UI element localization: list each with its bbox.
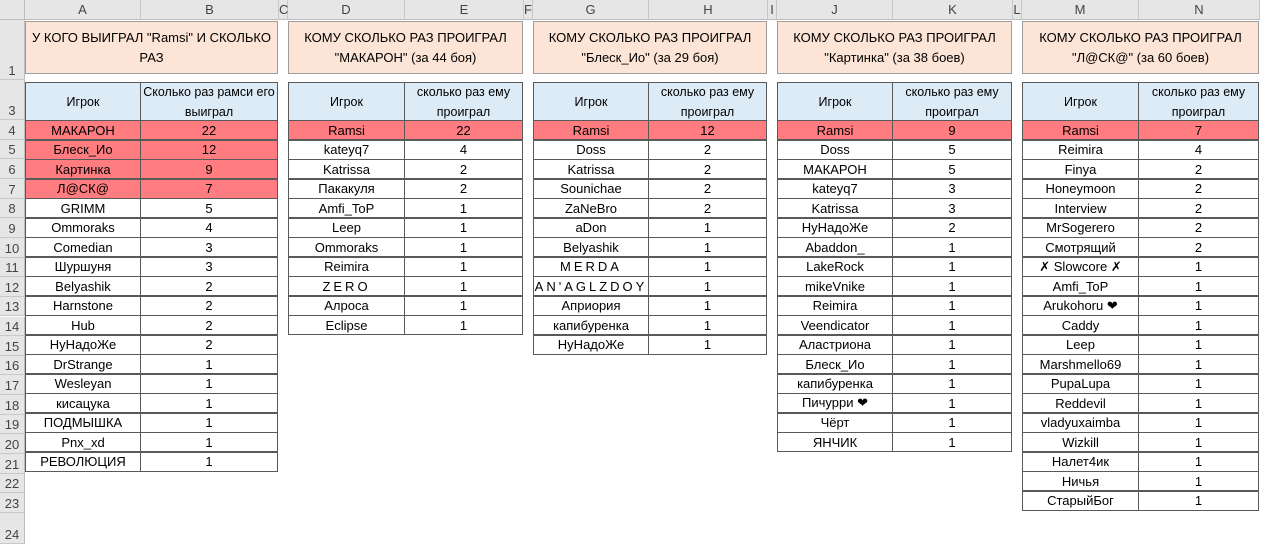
count-cell[interactable]: 2	[648, 140, 767, 160]
count-cell[interactable]: 1	[404, 218, 523, 238]
player-cell[interactable]: СтарыйБог	[1022, 491, 1139, 511]
row-header-15[interactable]: 15	[0, 336, 25, 356]
player-cell[interactable]: Пакакуля	[288, 179, 405, 199]
player-cell[interactable]: Marshmello69	[1022, 354, 1139, 374]
table-row	[533, 199, 766, 219]
column-header-g[interactable]: G	[533, 0, 649, 20]
count-cell[interactable]: 1	[892, 237, 1012, 257]
player-cell[interactable]: ПОДМЫШКА	[25, 413, 141, 433]
count-cell[interactable]: 2	[1138, 218, 1259, 238]
count-cell[interactable]: 1	[892, 354, 1012, 374]
table-header-row	[777, 82, 1011, 122]
count-cell[interactable]: 5	[892, 159, 1012, 179]
table-row	[777, 160, 1011, 180]
player-cell[interactable]: Veendicator	[777, 315, 893, 335]
count-cell[interactable]: 3	[140, 237, 278, 257]
header-player[interactable]: Игрок	[288, 82, 405, 122]
player-cell[interactable]: Wesleyan	[25, 374, 141, 394]
count-cell[interactable]: 12	[648, 120, 767, 140]
player-cell[interactable]: LakeRock	[777, 257, 893, 277]
table-header-row	[288, 82, 522, 122]
table-row	[1022, 141, 1258, 161]
row-header-6[interactable]: 6	[0, 159, 25, 179]
table-row	[288, 199, 522, 219]
player-cell[interactable]: Ramsi	[777, 120, 893, 140]
count-cell[interactable]: 1	[892, 335, 1012, 355]
player-cell[interactable]: ZERO	[288, 276, 405, 296]
count-cell[interactable]: 2	[404, 159, 523, 179]
row-header-14[interactable]: 14	[0, 317, 25, 337]
column-header-j[interactable]: J	[777, 0, 893, 20]
player-cell[interactable]: Comedian	[25, 237, 141, 257]
player-cell[interactable]: Ramsi	[288, 120, 405, 140]
column-header-m[interactable]: M	[1022, 0, 1139, 20]
table-row	[1022, 375, 1258, 395]
column-header-f[interactable]: F	[524, 0, 533, 20]
player-cell[interactable]: aDon	[533, 218, 649, 238]
table-row	[1022, 433, 1258, 453]
count-cell[interactable]: 1	[1138, 413, 1259, 433]
table-row	[533, 219, 766, 239]
player-cell[interactable]: Honeymoon	[1022, 179, 1139, 199]
header-player[interactable]: Игрок	[1022, 82, 1139, 122]
count-cell[interactable]: 3	[892, 198, 1012, 218]
column-header-n[interactable]: N	[1139, 0, 1260, 20]
player-cell[interactable]: Ничья	[1022, 471, 1139, 491]
player-cell[interactable]: Л@СК@	[25, 179, 141, 199]
count-cell[interactable]: 22	[404, 120, 523, 140]
count-cell[interactable]: 2	[140, 276, 278, 296]
player-cell[interactable]: kateyq7	[288, 140, 405, 160]
table-body	[25, 121, 277, 472]
count-cell[interactable]: 5	[892, 140, 1012, 160]
player-cell[interactable]: Interview	[1022, 198, 1139, 218]
count-cell[interactable]: 1	[1138, 335, 1259, 355]
table-row	[533, 336, 766, 356]
row-header-1[interactable]: 1	[0, 20, 25, 80]
table-row	[1022, 160, 1258, 180]
row-header-10[interactable]: 10	[0, 238, 25, 258]
count-cell[interactable]: 1	[1138, 452, 1259, 472]
player-cell[interactable]: Reimira	[777, 296, 893, 316]
row-header-17[interactable]: 17	[0, 375, 25, 395]
player-cell[interactable]: Sounichae	[533, 179, 649, 199]
count-cell[interactable]: 1	[892, 257, 1012, 277]
player-cell[interactable]: Katrissa	[533, 159, 649, 179]
table-row	[25, 316, 277, 336]
player-cell[interactable]: Чёрт	[777, 413, 893, 433]
table-row	[25, 433, 277, 453]
player-cell[interactable]: Belyashik	[25, 276, 141, 296]
count-cell[interactable]: 1	[892, 393, 1012, 413]
table-row	[1022, 394, 1258, 414]
count-cell[interactable]: 1	[892, 432, 1012, 452]
table-row	[25, 199, 277, 219]
count-cell[interactable]: 1	[1138, 354, 1259, 374]
table-row	[777, 219, 1011, 239]
count-cell[interactable]: 1	[140, 393, 278, 413]
player-cell[interactable]: Налет4ик	[1022, 452, 1139, 472]
row-header-23[interactable]: 23	[0, 493, 25, 513]
count-cell[interactable]: 1	[1138, 432, 1259, 452]
table-title[interactable]: КОМУ СКОЛЬКО РАЗ ПРОИГРАЛ "МАКАРОН" (за 44 боя)	[288, 21, 523, 74]
table-row	[288, 160, 522, 180]
player-cell[interactable]: Katrissa	[288, 159, 405, 179]
table-row	[25, 336, 277, 356]
row-header-19[interactable]: 19	[0, 415, 25, 435]
table-row	[288, 180, 522, 200]
table-row	[777, 141, 1011, 161]
table-row	[1022, 277, 1258, 297]
count-cell[interactable]: 1	[1138, 491, 1259, 511]
table-row	[777, 355, 1011, 375]
player-cell[interactable]: Finya	[1022, 159, 1139, 179]
table-title[interactable]: КОМУ СКОЛЬКО РАЗ ПРОИГРАЛ "Блеск_Ио" (за 29 боя)	[533, 21, 767, 74]
header-count[interactable]: Сколько раз рамси его выиграл	[140, 82, 278, 122]
table-row	[1022, 121, 1258, 141]
row-header-24[interactable]: 24	[0, 513, 25, 544]
header-count[interactable]: сколько раз ему проиграл	[648, 82, 767, 122]
player-cell[interactable]: Аластриона	[777, 335, 893, 355]
table-row	[25, 375, 277, 395]
table-body	[288, 121, 522, 336]
player-cell[interactable]: Шуршуня	[25, 257, 141, 277]
row-header-9[interactable]: 9	[0, 218, 25, 238]
header-player[interactable]: Игрок	[777, 82, 893, 122]
count-cell[interactable]: 12	[140, 140, 278, 160]
table-row	[1022, 238, 1258, 258]
column-header-k[interactable]: K	[893, 0, 1013, 20]
count-cell[interactable]: 7	[1138, 120, 1259, 140]
count-cell[interactable]: 1	[892, 296, 1012, 316]
count-cell[interactable]: 2	[140, 315, 278, 335]
table-row	[25, 355, 277, 375]
player-cell[interactable]: Reimira	[288, 257, 405, 277]
table-row	[1022, 355, 1258, 375]
player-cell[interactable]: Arukohoru ❤	[1022, 296, 1139, 316]
row-header-21[interactable]: 21	[0, 454, 25, 474]
player-cell[interactable]: Katrissa	[777, 198, 893, 218]
count-cell[interactable]: 1	[648, 237, 767, 257]
count-cell[interactable]: 1	[648, 296, 767, 316]
table-row	[777, 375, 1011, 395]
player-cell[interactable]: Алроса	[288, 296, 405, 316]
table-row	[777, 336, 1011, 356]
player-cell[interactable]: Wizkill	[1022, 432, 1139, 452]
player-cell[interactable]: AN'AGLZDOY	[533, 276, 649, 296]
count-cell[interactable]: 1	[404, 296, 523, 316]
player-cell[interactable]: МАКАРОН	[25, 120, 141, 140]
player-cell[interactable]: MERDA	[533, 257, 649, 277]
player-cell[interactable]: Doss	[777, 140, 893, 160]
count-cell[interactable]: 1	[1138, 276, 1259, 296]
table-row	[25, 160, 277, 180]
table-row	[533, 297, 766, 317]
player-cell[interactable]: MrSogerero	[1022, 218, 1139, 238]
table-row	[25, 414, 277, 434]
count-cell[interactable]: 2	[1138, 179, 1259, 199]
count-cell[interactable]: 9	[892, 120, 1012, 140]
table-row	[777, 394, 1011, 414]
count-cell[interactable]: 1	[1138, 296, 1259, 316]
table-row	[1022, 180, 1258, 200]
table-row	[288, 141, 522, 161]
player-cell[interactable]: Amfi_ToP	[288, 198, 405, 218]
player-cell[interactable]: Doss	[533, 140, 649, 160]
count-cell[interactable]: 2	[140, 296, 278, 316]
count-cell[interactable]: 1	[892, 276, 1012, 296]
table-row	[288, 238, 522, 258]
player-cell[interactable]: НуНадоЖе	[777, 218, 893, 238]
table-row	[1022, 336, 1258, 356]
count-cell[interactable]: 1	[648, 257, 767, 277]
table-row	[25, 277, 277, 297]
table-title[interactable]: У КОГО ВЫИГРАЛ "Ramsi" И СКОЛЬКО РАЗ	[25, 21, 278, 74]
row-header-16[interactable]: 16	[0, 356, 25, 376]
table-row	[25, 141, 277, 161]
column-header-a[interactable]: A	[25, 0, 141, 20]
table-row	[533, 160, 766, 180]
player-cell[interactable]: НуНадоЖе	[533, 335, 649, 355]
table-row	[533, 316, 766, 336]
player-cell[interactable]: Belyashik	[533, 237, 649, 257]
column-header-h[interactable]: H	[649, 0, 768, 20]
table-row	[25, 297, 277, 317]
table-row	[533, 258, 766, 278]
column-header-b[interactable]: B	[141, 0, 279, 20]
count-cell[interactable]: 2	[1138, 198, 1259, 218]
player-cell[interactable]: ZaNeBro	[533, 198, 649, 218]
player-cell[interactable]: GRIMM	[25, 198, 141, 218]
count-cell[interactable]: 1	[1138, 393, 1259, 413]
column-header-i[interactable]: I	[768, 0, 777, 20]
player-cell[interactable]: Leep	[288, 218, 405, 238]
column-header-l[interactable]: L	[1013, 0, 1022, 20]
table-header-row	[533, 82, 766, 122]
count-cell[interactable]: 2	[140, 335, 278, 355]
player-cell[interactable]: Ramsi	[1022, 120, 1139, 140]
player-cell[interactable]: ЯНЧИК	[777, 432, 893, 452]
player-cell[interactable]: Априория	[533, 296, 649, 316]
table-row	[777, 316, 1011, 336]
count-cell[interactable]: 1	[648, 335, 767, 355]
count-cell[interactable]: 1	[140, 432, 278, 452]
player-cell[interactable]: МАКАРОН	[777, 159, 893, 179]
player-cell[interactable]: Пичурри ❤	[777, 393, 893, 413]
player-cell[interactable]: НуНадоЖе	[25, 335, 141, 355]
player-cell[interactable]: Блеск_Ио	[25, 140, 141, 160]
player-cell[interactable]: Ramsi	[533, 120, 649, 140]
header-count[interactable]: сколько раз ему проиграл	[892, 82, 1012, 122]
table-row	[1022, 453, 1258, 473]
count-cell[interactable]: 2	[1138, 237, 1259, 257]
count-cell[interactable]: 1	[404, 276, 523, 296]
table-row	[1022, 258, 1258, 278]
player-cell[interactable]: Reddevil	[1022, 393, 1139, 413]
table-row	[533, 277, 766, 297]
table-row	[777, 121, 1011, 141]
count-cell[interactable]: 1	[892, 413, 1012, 433]
count-cell[interactable]: 9	[140, 159, 278, 179]
count-cell[interactable]: 2	[404, 179, 523, 199]
player-cell[interactable]: РЕВОЛЮЦИЯ	[25, 452, 141, 472]
player-cell[interactable]: Reimira	[1022, 140, 1139, 160]
count-cell[interactable]: 4	[404, 140, 523, 160]
count-cell[interactable]: 22	[140, 120, 278, 140]
table-row	[777, 180, 1011, 200]
player-cell[interactable]: Hub	[25, 315, 141, 335]
count-cell[interactable]: 1	[1138, 374, 1259, 394]
header-player[interactable]: Игрок	[533, 82, 649, 122]
table-row	[1022, 472, 1258, 492]
table-row	[288, 258, 522, 278]
table-row	[1022, 492, 1258, 512]
player-cell[interactable]: Ommoraks	[288, 237, 405, 257]
table-body	[533, 121, 766, 355]
player-cell[interactable]: mikeVnike	[777, 276, 893, 296]
row-header-4[interactable]: 4	[0, 120, 25, 140]
table-body	[777, 121, 1011, 453]
player-cell[interactable]: PupaLupa	[1022, 374, 1139, 394]
count-cell[interactable]: 1	[404, 198, 523, 218]
row-header-20[interactable]: 20	[0, 434, 25, 454]
player-cell[interactable]: Abaddon_	[777, 237, 893, 257]
table-row	[288, 297, 522, 317]
table-row	[533, 238, 766, 258]
table-row	[533, 180, 766, 200]
count-cell[interactable]: 3	[140, 257, 278, 277]
table-row	[25, 394, 277, 414]
player-cell[interactable]: Amfi_ToP	[1022, 276, 1139, 296]
player-cell[interactable]: ✗ Slowcore ✗	[1022, 257, 1139, 277]
player-cell[interactable]: Pnx_xd	[25, 432, 141, 452]
table-row	[288, 121, 522, 141]
table-row	[777, 433, 1011, 453]
table-row	[533, 141, 766, 161]
count-cell[interactable]: 1	[1138, 471, 1259, 491]
table-row	[25, 453, 277, 473]
player-cell[interactable]: Harnstone	[25, 296, 141, 316]
table-row	[777, 199, 1011, 219]
row-header-8[interactable]: 8	[0, 199, 25, 219]
count-cell[interactable]: 1	[892, 315, 1012, 335]
count-cell[interactable]: 5	[140, 198, 278, 218]
count-cell[interactable]: 1	[140, 452, 278, 472]
count-cell[interactable]: 1	[140, 354, 278, 374]
table-row	[25, 258, 277, 278]
player-cell[interactable]: kateyq7	[777, 179, 893, 199]
table-row	[1022, 316, 1258, 336]
count-cell[interactable]: 1	[140, 413, 278, 433]
table-row	[777, 297, 1011, 317]
count-cell[interactable]: 1	[404, 315, 523, 335]
table-header-row	[1022, 82, 1258, 122]
column-header-e[interactable]: E	[405, 0, 524, 20]
table-row	[288, 316, 522, 336]
player-cell[interactable]: Блеск_Ио	[777, 354, 893, 374]
table-body	[1022, 121, 1258, 511]
table-title[interactable]: КОМУ СКОЛЬКО РАЗ ПРОИГРАЛ "Картинка" (за 38 боев)	[777, 21, 1012, 74]
column-header-d[interactable]: D	[288, 0, 405, 20]
count-cell[interactable]: 1	[140, 374, 278, 394]
table-row	[1022, 297, 1258, 317]
table-row	[533, 121, 766, 141]
player-cell[interactable]: кисацука	[25, 393, 141, 413]
header-count[interactable]: сколько раз ему проиграл	[1138, 82, 1259, 122]
table-row	[777, 258, 1011, 278]
row-header-18[interactable]: 18	[0, 395, 25, 415]
count-cell[interactable]: 1	[404, 237, 523, 257]
row-header-5[interactable]: 5	[0, 140, 25, 160]
count-cell[interactable]: 1	[892, 374, 1012, 394]
count-cell[interactable]: 1	[1138, 315, 1259, 335]
count-cell[interactable]: 1	[1138, 257, 1259, 277]
row-header-11[interactable]: 11	[0, 258, 25, 278]
count-cell[interactable]: 4	[1138, 140, 1259, 160]
player-cell[interactable]: капибуренка	[533, 315, 649, 335]
count-cell[interactable]: 7	[140, 179, 278, 199]
player-cell[interactable]: Ommoraks	[25, 218, 141, 238]
count-cell[interactable]: 2	[648, 179, 767, 199]
row-header-3[interactable]: 3	[0, 80, 25, 120]
player-cell[interactable]: DrStrange	[25, 354, 141, 374]
table-title[interactable]: КОМУ СКОЛЬКО РАЗ ПРОИГРАЛ "Л@СК@" (за 60 боев)	[1022, 21, 1259, 74]
count-cell[interactable]: 4	[140, 218, 278, 238]
table-row	[288, 277, 522, 297]
player-cell[interactable]: Caddy	[1022, 315, 1139, 335]
count-cell[interactable]: 1	[648, 315, 767, 335]
table-header-row	[25, 82, 277, 122]
table-row	[1022, 199, 1258, 219]
player-cell[interactable]: Картинка	[25, 159, 141, 179]
row-header-7[interactable]: 7	[0, 179, 25, 199]
player-cell[interactable]: Eclipse	[288, 315, 405, 335]
count-cell[interactable]: 2	[892, 218, 1012, 238]
table-row	[288, 219, 522, 239]
player-cell[interactable]: Смотрящий	[1022, 237, 1139, 257]
row-header-13[interactable]: 13	[0, 297, 25, 317]
header-count[interactable]: сколько раз ему проиграл	[404, 82, 523, 122]
table-row	[25, 219, 277, 239]
count-cell[interactable]: 2	[648, 159, 767, 179]
table-row	[25, 238, 277, 258]
count-cell[interactable]: 3	[892, 179, 1012, 199]
select-all-corner[interactable]	[0, 0, 25, 20]
table-row	[777, 238, 1011, 258]
count-cell[interactable]: 2	[1138, 159, 1259, 179]
player-cell[interactable]: Leep	[1022, 335, 1139, 355]
column-header-c[interactable]: C	[279, 0, 288, 20]
count-cell[interactable]: 2	[648, 198, 767, 218]
row-header-12[interactable]: 12	[0, 277, 25, 297]
table-row	[25, 180, 277, 200]
table-row	[777, 414, 1011, 434]
table-row	[777, 277, 1011, 297]
count-cell[interactable]: 1	[648, 276, 767, 296]
count-cell[interactable]: 1	[404, 257, 523, 277]
table-row	[1022, 219, 1258, 239]
player-cell[interactable]: vladyuxaimba	[1022, 413, 1139, 433]
table-row	[25, 121, 277, 141]
table-row	[1022, 414, 1258, 434]
row-header-22[interactable]: 22	[0, 474, 25, 494]
player-cell[interactable]: капибуренка	[777, 374, 893, 394]
header-player[interactable]: Игрок	[25, 82, 141, 122]
count-cell[interactable]: 1	[648, 218, 767, 238]
